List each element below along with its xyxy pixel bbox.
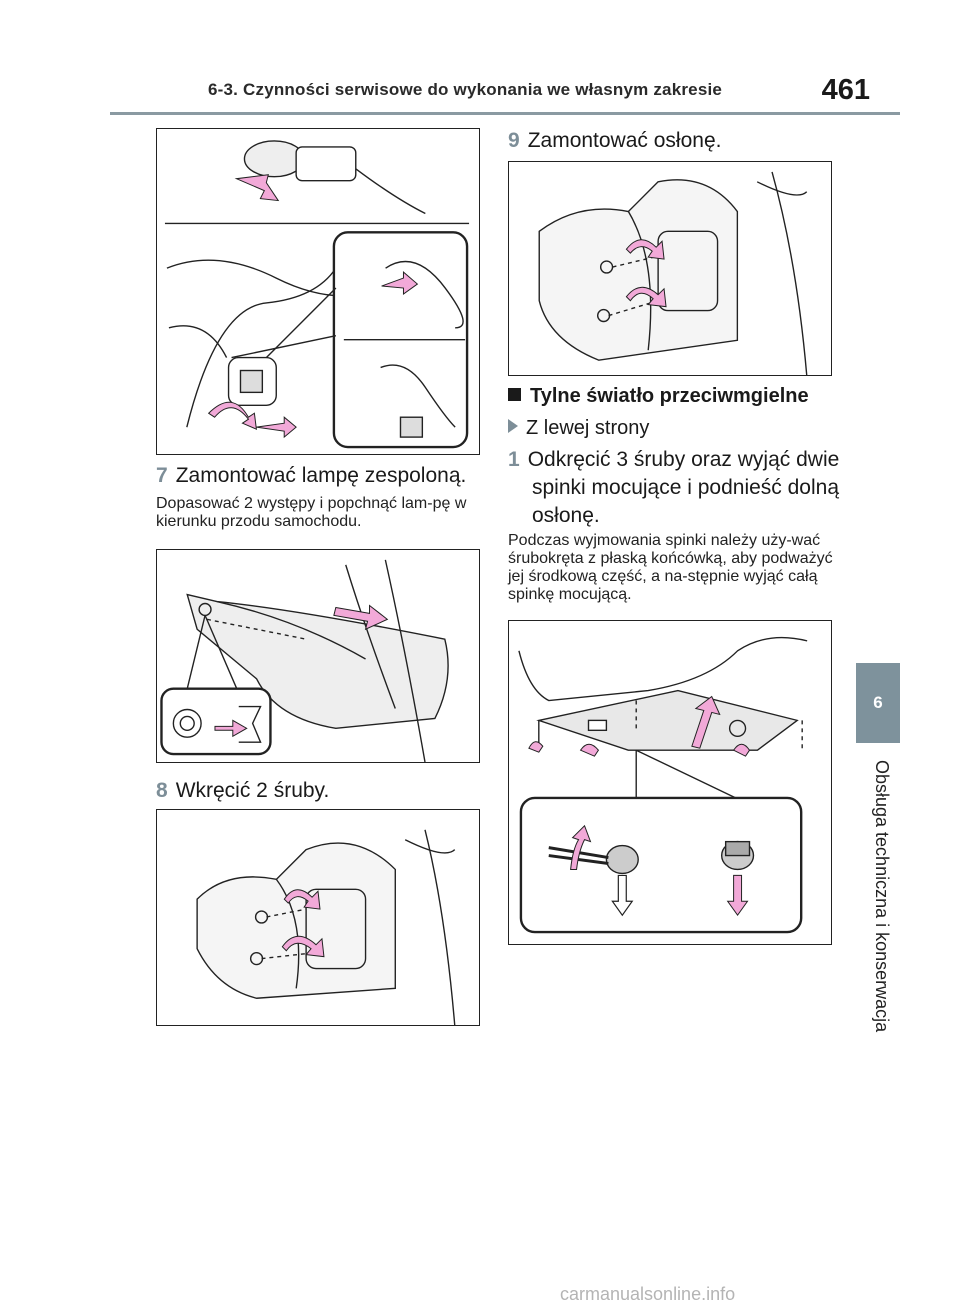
step-8-text: Wkręcić 2 śruby. [175, 779, 330, 802]
figure-screws-install [156, 809, 480, 1026]
section-title-rear-fog-light [508, 385, 809, 408]
step-1 [508, 446, 862, 530]
chapter-side-label: Obsługa techniczna i konserwacja [872, 760, 892, 1033]
illustration-lower-cover-removal [509, 621, 831, 944]
step-7 [156, 462, 486, 490]
header-rule [110, 112, 900, 115]
page-number: 461 [821, 74, 870, 106]
step-9 [508, 127, 838, 155]
watermark-text: carmanualsonline.info [560, 1284, 736, 1304]
step-9-number: 9 [508, 129, 520, 152]
step-1-text: Odkręcić 3 śruby oraz wyjąć dwie spinki mocujące i podnieść dolną osłonę. [527, 448, 840, 527]
square-bullet-icon [508, 388, 521, 401]
section-title-text: Tylne światło przeciwmgielne [530, 385, 809, 407]
triangle-bullet-icon [508, 419, 518, 433]
sub-step-left-side [508, 417, 649, 440]
step-7-note: Dopasować 2 występy i popchnąć lam-pę w kierunku przodu samochodu. [156, 495, 467, 530]
step-8 [156, 777, 486, 805]
illustration-cover-install [509, 162, 831, 375]
illustration-screws-install [157, 810, 479, 1025]
sub-step-text: Z lewej strony [526, 417, 650, 439]
step-1-number: 1 [508, 448, 520, 471]
step-7-number: 7 [156, 464, 168, 487]
step-8-number: 8 [156, 779, 168, 802]
illustration-bulb-socket [157, 129, 479, 454]
figure-lamp-install [156, 549, 480, 763]
step-9-text: Zamontować osłonę. [527, 129, 722, 152]
figure-lower-cover-removal [508, 620, 832, 945]
chapter-tab-number: 6 [873, 693, 883, 712]
chapter-tab[interactable] [856, 663, 900, 743]
step-1-note: Podczas wyjmowania spinki należy uży-wać śrubokręta z płaską końcówką, aby podważyć jej środkową część, a na-stępnie wyjąć całą spinkę mocującą. [508, 532, 833, 603]
step-7-text: Zamontować lampę zespoloną. [175, 464, 467, 487]
section-header-title: 6-3. Czynności serwisowe do wykonania we własnym zakresie [208, 80, 723, 99]
figure-cover-install [508, 161, 832, 376]
illustration-lamp-install [157, 550, 479, 762]
figure-bulb-socket [156, 128, 480, 455]
